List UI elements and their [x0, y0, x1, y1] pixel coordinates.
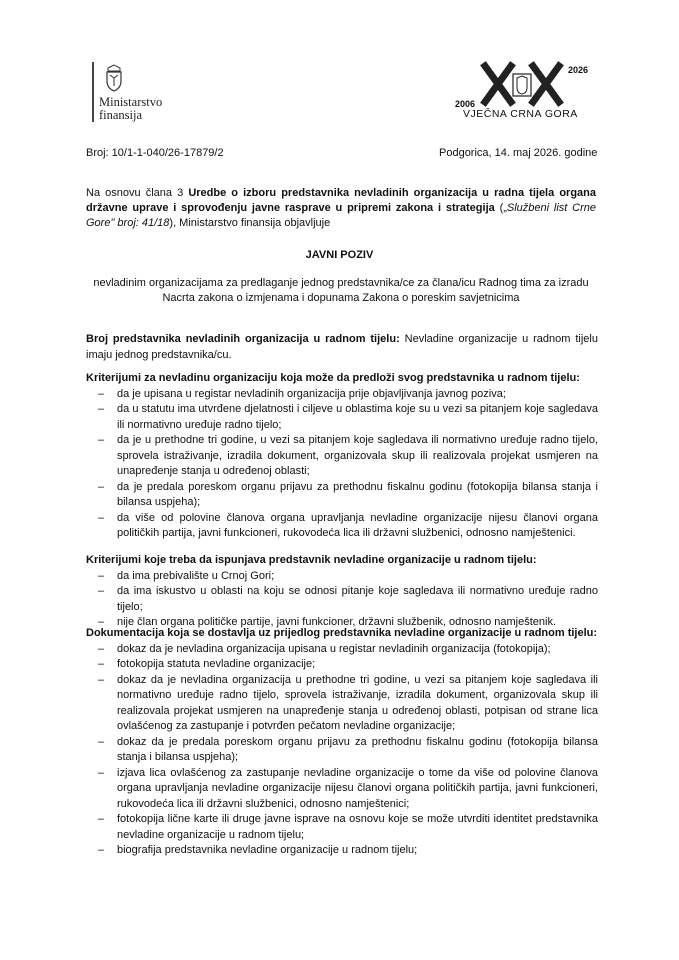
- ministry-logo: [86, 58, 226, 128]
- criteria-rep-list: [86, 569, 598, 631]
- logo-divider: [92, 62, 94, 122]
- list-item: – da je u prethodne tri godine, u vezi sa pitanjem koje sagledava ili normativno uređuje radno tijelo, sprovela istraživanje, izradila dokument, organizovala skup ili realizovala projekat usmjeren na unapređenje stanja u određenoj oblasti;: [98, 434, 598, 477]
- list-item-text: izjava lica ovlašćenog za zastupanje nevladine organizacije o tome da više od polovine članova organa upravljanja nevladine organizacije nijesu članovi organa političkih partija, javni funkcioneri, rukovodeća lica ili državni službenici, odnosno namještenici;: [117, 766, 598, 810]
- criteria-rep-title: Kriterijumi koje treba da ispunjava predstavnik nevladine organizacije u radnom tijelu:: [86, 554, 537, 566]
- section-criteria-organization: [86, 371, 598, 542]
- list-item: – dokaz da je nevladina organizacija u prethodne tri godine, u vezi sa pitanjem koje sagledava ili normativno uređuje radno tijelo, sprovela istraživanje, izradila dokument, organizovala skup ili realizovala projekat usmjeren na unapređenje stanja u određenoj oblasti, potpisan od strane lica ovlašćenog za zastupanje i potvrđen pečatom nevladine organizacije;: [98, 673, 598, 732]
- subtitle-line1: nevladinim organizacijama za predlaganje jednog predstavnika/ce za člana/icu Radnog tima za izradu: [93, 277, 589, 289]
- reference-number: Broj: 10/1-1-040/26-17879/2: [86, 147, 224, 159]
- anniversary-logo: [449, 58, 599, 128]
- intro-regulation-title: Uredbe o izboru predstavnika nevladinih organizacija u radna tijela organa državne uprave i sprovođenju javne rasprave u pripremi zakona i strategija: [86, 187, 596, 214]
- ministry-name: [99, 96, 162, 122]
- documents-title: Dokumentacija koja se dostavlja uz prijedlog predstavnika nevladine organizacije u radnom tijelu:: [86, 627, 598, 639]
- coat-of-arms-icon: [104, 64, 124, 92]
- subtitle-line2: Nacrta zakona o izmjenama i dopunama Zakona o poreskim savjetnicima: [162, 292, 520, 304]
- logo-tagline: VJEČNA CRNA GORA: [463, 108, 578, 120]
- list-item: – da ima prebivalište u Crnoj Gori;: [98, 569, 275, 582]
- list-item-text: da je u prethodne tri godine, u vezi sa pitanjem koje sagledava ili normativno uređuje radno tijelo, sprovela istraživanje, izradila dokument, organizovala skup ili realizovala projekat usmjeren na unapređenje stanja u određenoj oblasti;: [117, 434, 598, 477]
- logo-year-left: 2006: [455, 99, 476, 109]
- list-item-text: fotokopija lične karte ili druge javne isprave na osnovu koje se može utvrditi identitet predstavnika nevladine organizacije u radnom tijelu;: [117, 813, 598, 841]
- list-item: – izjava lica ovlašćenog za zastupanje nevladine organizacije o tome da više od polovine članova organa upravljanja nevladine organizacije nijesu članovi organa političkih partija, javni funkcioneri, rukovodeća lica ili državni službenici, odnosno namještenici;: [98, 766, 598, 810]
- intro-text-1: Na osnovu člana 3: [86, 187, 189, 199]
- list-item-text: biografija predstavnika nevladine organizacije u radnom tijelu;: [117, 844, 418, 856]
- document-subtitle: [86, 276, 596, 306]
- list-item: – da je upisana u registar nevladinih organizacija prije objavljivanja javnog poziva;: [98, 387, 506, 400]
- section-criteria-representative: [86, 553, 598, 631]
- criteria-org-title: Kriterijumi za nevladinu organizaciju koja može da predloži svog predstavnika u radnom tijelu:: [86, 372, 580, 384]
- documents-list: [86, 642, 598, 859]
- list-item: – fotokopija lične karte ili druge javne isprave na osnovu koje se može utvrditi identitet predstavnika nevladine organizacije u radnom tijelu;: [98, 813, 598, 841]
- list-item: – da u statutu ima utvrđene djelatnosti i ciljeve u oblastima koje su u vezi sa pitanjem koje sagledava ili normativno uređuje radno tijelo;: [98, 403, 598, 431]
- list-item-text: da u statutu ima utvrđene djelatnosti i ciljeve u oblastima koje su u vezi sa pitanjem koje sagledava ili normativno uređuje radno tijelo;: [117, 403, 598, 431]
- ministry-name-line2: finansija: [99, 108, 143, 122]
- section-count-text: Nevladine organizacije u radnom tijelu imaju jednog predstavnika/cu.: [86, 333, 598, 361]
- intro-text-2: („: [494, 202, 507, 214]
- list-item-text: fotokopija statuta nevladine organizacije;: [117, 658, 316, 670]
- list-item: – fotokopija statuta nevladine organizacije;: [98, 658, 316, 670]
- section-documentation: [86, 626, 598, 859]
- list-item: – da ima iskustvo u oblasti na koju se odnosi pitanje koje sagledava ili normativno uređuje radno tijelo;: [98, 585, 598, 613]
- list-item-text: dokaz da je predala poreskom organu prijavu za prethodnu fiskalnu godinu (fotokopija bilansa stanja i bilansa uspjeha);: [117, 735, 598, 763]
- document-date: Podgorica, 14. maj 2026. godine: [439, 147, 598, 159]
- criteria-org-list: [86, 387, 598, 542]
- list-item-text: da je upisana u registar nevladinih organizacija prije objavljivanja javnog poziva;: [117, 387, 506, 400]
- list-item-text: dokaz da je nevladina organizacija u prethodne tri godine, u vezi sa pitanjem koje sagledava ili normativno uređuje radno tijelo, sprovela istraživanje, izradila dokument, organizovala skup ili realizovala projekat usmjeren na unapređenje stanja u određenoj oblasti, potpisan od strane lica ovlašćenog za zastupanje i potvrđen pečatom nevladine organizacije;: [117, 673, 598, 732]
- ministry-name-line1: Ministarstvo: [99, 95, 163, 109]
- section-count-title: Broj predstavnika nevladinih organizacija u radnom tijelu:: [86, 333, 400, 345]
- intro-paragraph: [86, 186, 596, 231]
- list-item: – dokaz da je nevladina organizacija upisana u registar nevladinih organizacija (fotokopija);: [98, 642, 551, 655]
- list-item-text: da je predala poreskom organu prijavu za prethodnu fiskalnu godinu (fotokopija bilansa stanja i bilansa uspjeha);: [117, 480, 598, 508]
- list-item: – dokaz da je predala poreskom organu prijavu za prethodnu fiskalnu godinu (fotokopija bilansa stanja i bilansa uspjeha);: [98, 735, 598, 763]
- list-item-text: nije član organa političke partije, javni funkcioner, državni službenik, odnosno namještenik.: [117, 616, 557, 628]
- document-title: JAVNI POZIV: [305, 249, 374, 261]
- intro-gazette-ref: Službeni list Crne Gore" broj: 41/18: [86, 202, 596, 229]
- list-item: – da više od polovine članova organa upravljanja nevladine organizacije nijesu članovi organa političkih partija, javni funkcioneri, rukovodeća lica ili državni službenici, odnosno namještenici.: [98, 511, 598, 539]
- list-item: – biografija predstavnika nevladine organizacije u radnom tijelu;: [98, 844, 418, 856]
- logo-year-right: 2026: [568, 65, 589, 75]
- list-item: – nije član organa političke partije, javni funkcioner, državni službenik, odnosno namještenik.: [98, 616, 557, 628]
- list-item-text: da ima prebivalište u Crnoj Gori;: [117, 569, 275, 582]
- list-item-text: da više od polovine članova organa upravljanja nevladine organizacije nijesu članovi organa političkih partija, javni funkcioneri, rukovodeća lica ili državni službenici, odnosno namještenici.: [117, 511, 598, 539]
- list-item-text: dokaz da je nevladina organizacija upisana u registar nevladinih organizacija (fotokopija);: [117, 642, 551, 655]
- intro-text-3: ), Ministarstvo finansija objavljuje: [169, 217, 331, 229]
- section-representative-count: [86, 332, 598, 363]
- list-item-text: da ima iskustvo u oblasti na koju se odnosi pitanje koje sagledava ili normativno uređuje radno tijelo;: [117, 585, 598, 613]
- list-item: – da je predala poreskom organu prijavu za prethodnu fiskalnu godinu (fotokopija bilansa stanja i bilansa uspjeha);: [98, 480, 598, 508]
